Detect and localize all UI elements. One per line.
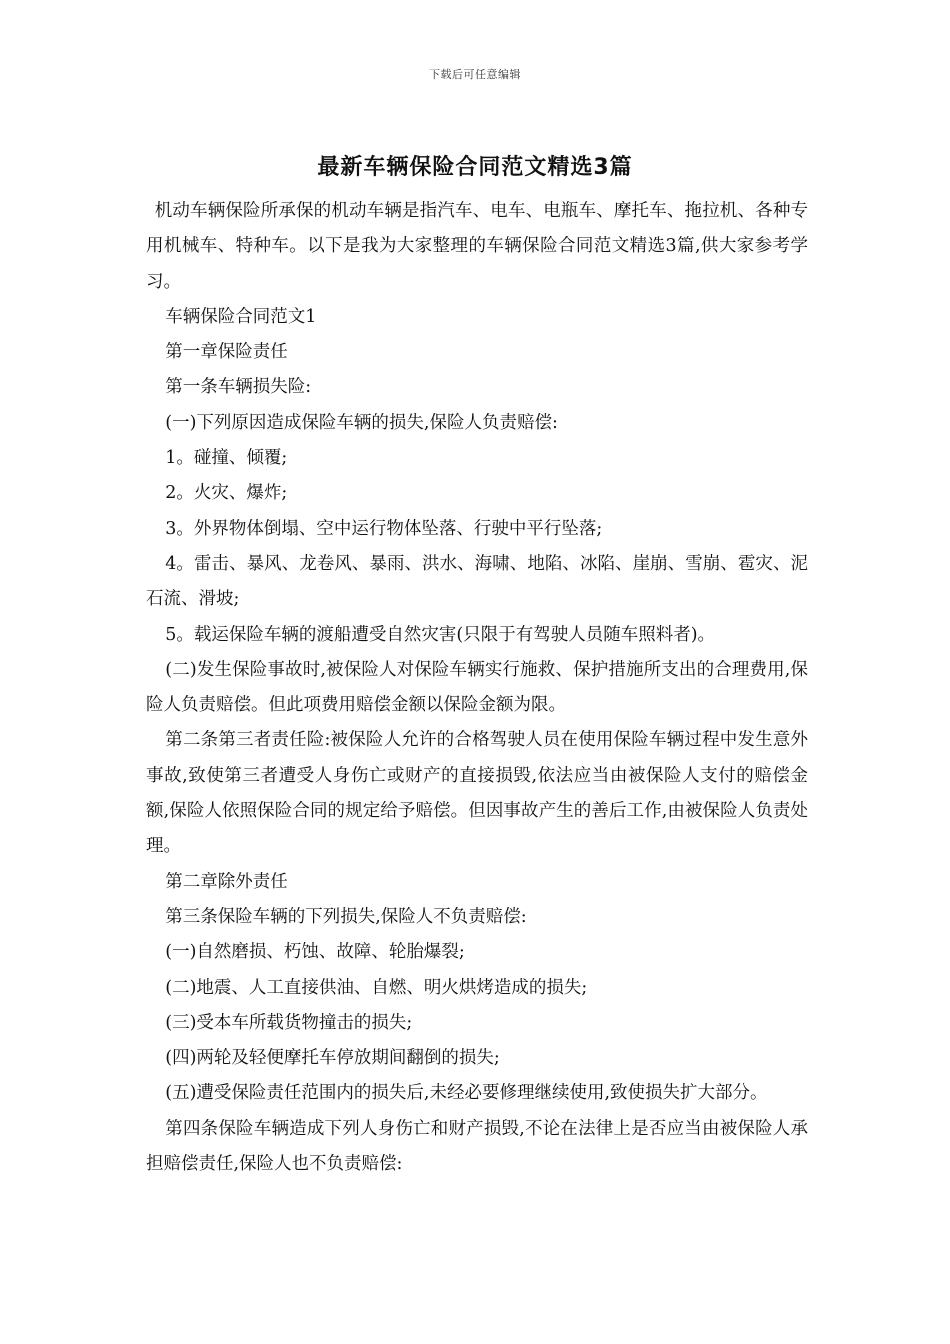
- list-item-4: 4。雷击、暴风、龙卷风、暴雨、洪水、海啸、地陷、冰陷、崖崩、雪崩、雹灾、泥石流、滑坡;: [146, 553, 808, 610]
- article-1-clause-2: (二)发生保险事故时,被保险人对保险车辆实行施救、保护措施所支出的合理费用,保险人负责赔偿。但此项费用赔偿金额以保险金额为限。: [146, 659, 808, 716]
- document-title: 最新车辆保险合同范文精选3篇: [317, 155, 633, 180]
- list-item-5: 5。载运保险车辆的渡船遭受自然灾害(只限于有驾驶人员随车照料者)。: [165, 624, 716, 645]
- list-item-3: 3。外界物体倒塌、空中运行物体坠落、行驶中平行坠落;: [165, 518, 603, 539]
- exclusion-item-4: (四)两轮及轻便摩托车停放期间翻倒的损失;: [165, 1048, 500, 1069]
- document-body: [146, 194, 808, 1182]
- list-item-2: 2。火灾、爆炸;: [165, 483, 288, 504]
- exclusion-item-5: (五)遭受保险责任范围内的损失后,未经必要修理继续使用,致使损失扩大部分。: [165, 1083, 768, 1104]
- chapter-heading-1: 第一章保险责任: [165, 342, 288, 363]
- exclusion-item-3: (三)受本车所载货物撞击的损失;: [165, 1012, 413, 1033]
- exclusion-item-1: (一)自然磨损、朽蚀、故障、轮胎爆裂;: [165, 942, 465, 963]
- exclusion-item-2: (二)地震、人工直接供油、自燃、明火烘烤造成的损失;: [165, 977, 588, 998]
- article-3-heading: 第三条保险车辆的下列损失,保险人不负责赔偿:: [165, 906, 527, 927]
- article-2-paragraph: 第二条第三者责任险:被保险人允许的合格驾驶人员在使用保险车辆过程中发生意外事故,致使第三者遭受人身伤亡或财产的直接损毁,依法应当由被保险人支付的赔偿金额,保险人依照保险合同的规定给予赔偿。但因事故产生的善后工作,由被保险人负责处理。: [146, 730, 808, 857]
- header-note: 下载后可任意编辑: [429, 68, 521, 81]
- intro-paragraph: 机动车辆保险所承保的机动车辆是指汽车、电车、电瓶车、摩托车、拖拉机、各种专用机械车、特种车。以下是我为大家整理的车辆保险合同范文精选3篇,供大家参考学习。: [146, 201, 808, 292]
- list-item-1: 1。碰撞、倾覆;: [165, 448, 288, 469]
- section-heading-sample-1: 车辆保险合同范文1: [165, 306, 317, 327]
- article-4-paragraph: 第四条保险车辆造成下列人身伤亡和财产损毁,不论在法律上是否应当由被保险人承担赔偿责任,保险人也不负责赔偿:: [146, 1118, 808, 1175]
- article-1-clause-1: (一)下列原因造成保险车辆的损失,保险人负责赔偿:: [165, 412, 558, 433]
- chapter-heading-2: 第二章除外责任: [165, 871, 288, 892]
- article-1-heading: 第一条车辆损失险:: [165, 377, 312, 398]
